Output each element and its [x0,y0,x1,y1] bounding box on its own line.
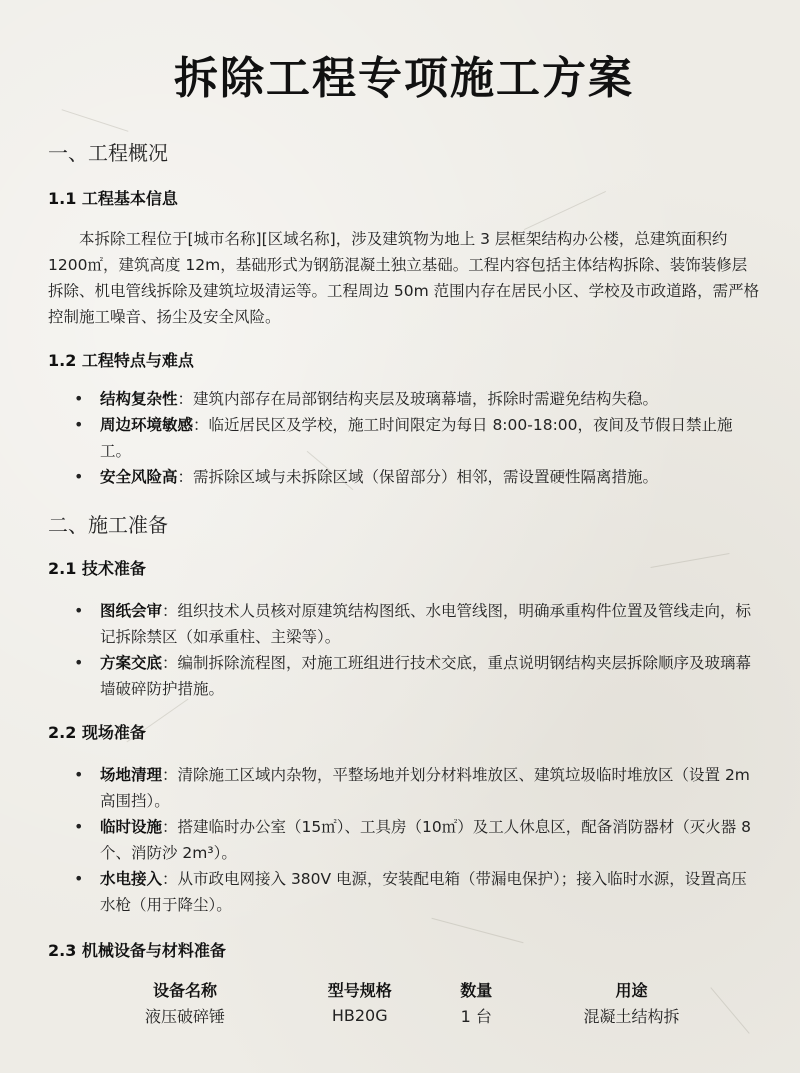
basic-info-paragraph: 本拆除工程位于[城市名称][区域名称]，涉及建筑物为地上 3 层框架结构办公楼，总建筑面积约 1200㎡，建筑高度 12m，基础形式为钢筋混凝土独立基础。工程内容包括主体结构拆除、装饰装修层拆除、机电管线拆除及建筑垃圾清运等。工程周边 50m 范围内存在居民小区、学校及市政道路，需严格控制施工噪音、扬尘及安全风险。 [48,230,760,326]
table-cell: HB20G [331,1005,388,1025]
tech-prep-list [48,598,760,702]
list-item [74,386,760,412]
list-item-text: ：从市政电网接入 380V 电源，安装配电箱（带漏电保护）；接入临时水源，设置高压水枪（用于降尘）。 [100,870,747,914]
table-header-cell: 型号规格 [327,980,392,1000]
list-item [74,412,760,464]
list-item-text: ：组织技术人员核对原建筑结构图纸、水电管线图，明确承重构件位置及管线走向，标记拆除禁区（如承重柱、主梁等）。 [100,602,752,646]
list-item [74,464,760,490]
list-item-text: ：建筑内部存在局部钢结构夹层及玻璃幕墙，拆除时需避免结构失稳。 [177,390,659,408]
features-list [48,386,760,490]
list-item-term: 水电接入 [100,870,163,888]
subsection-heading-site-prep: 2.2 现场准备 [48,723,146,742]
subsection-heading-equipment: 2.3 机械设备与材料准备 [48,941,226,960]
list-item [74,866,760,918]
table-header-cell: 数量 [460,980,493,1000]
section-heading-overview: 一、工程概况 [48,141,168,165]
table-cell: 混凝土结构拆 [583,1006,680,1026]
list-item-text: ：需拆除区域与未拆除区域（保留部分）相邻，需设置硬性隔离措施。 [177,468,659,486]
equipment-table [88,976,748,1028]
table-cell: 液压破碎锤 [145,1006,226,1026]
list-item [74,814,760,866]
list-item-text: ：临近居民区及学校，施工时间限定为每日 8:00-18:00，夜间及节假日禁止施工。 [100,416,733,460]
bullet-icon: • [74,869,84,888]
site-prep-list [48,762,760,918]
subsection-heading-basic-info: 1.1 工程基本信息 [48,189,178,208]
subsection-heading-features: 1.2 工程特点与难点 [48,351,194,370]
bullet-icon: • [74,467,84,486]
list-item [74,650,760,702]
table-row [88,1002,748,1028]
list-item-text: ：清除施工区域内杂物，平整场地并划分材料堆放区、建筑垃圾临时堆放区（设置 2m 高围挡）。 [100,766,750,810]
list-item-term: 临时设施 [100,818,163,836]
table-header-cell: 用途 [615,980,648,1000]
table-header-cell: 设备名称 [153,980,218,1000]
list-item-term: 场地清理 [100,766,163,784]
bullet-icon: • [74,653,84,672]
bullet-icon: • [74,765,84,784]
bullet-icon: • [74,601,84,620]
section-heading-preparation: 二、施工准备 [48,513,168,537]
subsection-heading-tech-prep: 2.1 技术准备 [48,559,146,578]
bullet-icon: • [74,415,84,434]
bullet-icon: • [74,389,84,408]
table-header-row [88,976,748,1002]
list-item-term: 结构复杂性 [100,390,178,408]
table-cell: 1 台 [460,1006,492,1026]
list-item-term: 图纸会审 [100,602,163,620]
list-item [74,762,760,814]
document-title: 拆除工程专项施工方案 [174,53,634,104]
list-item-text: ：编制拆除流程图，对施工班组进行技术交底，重点说明钢结构夹层拆除顺序及玻璃幕墙破碎防护措施。 [100,654,752,698]
list-item-term: 周边环境敏感 [100,416,194,434]
list-item-text: ：搭建临时办公室（15㎡）、工具房（10㎡）及工人休息区，配备消防器材（灭火器 8 个、消防沙 2m³）。 [100,818,752,862]
list-item-term: 方案交底 [100,654,163,672]
list-item-term: 安全风险高 [100,468,178,486]
list-item [74,598,760,650]
bullet-icon: • [74,817,84,836]
